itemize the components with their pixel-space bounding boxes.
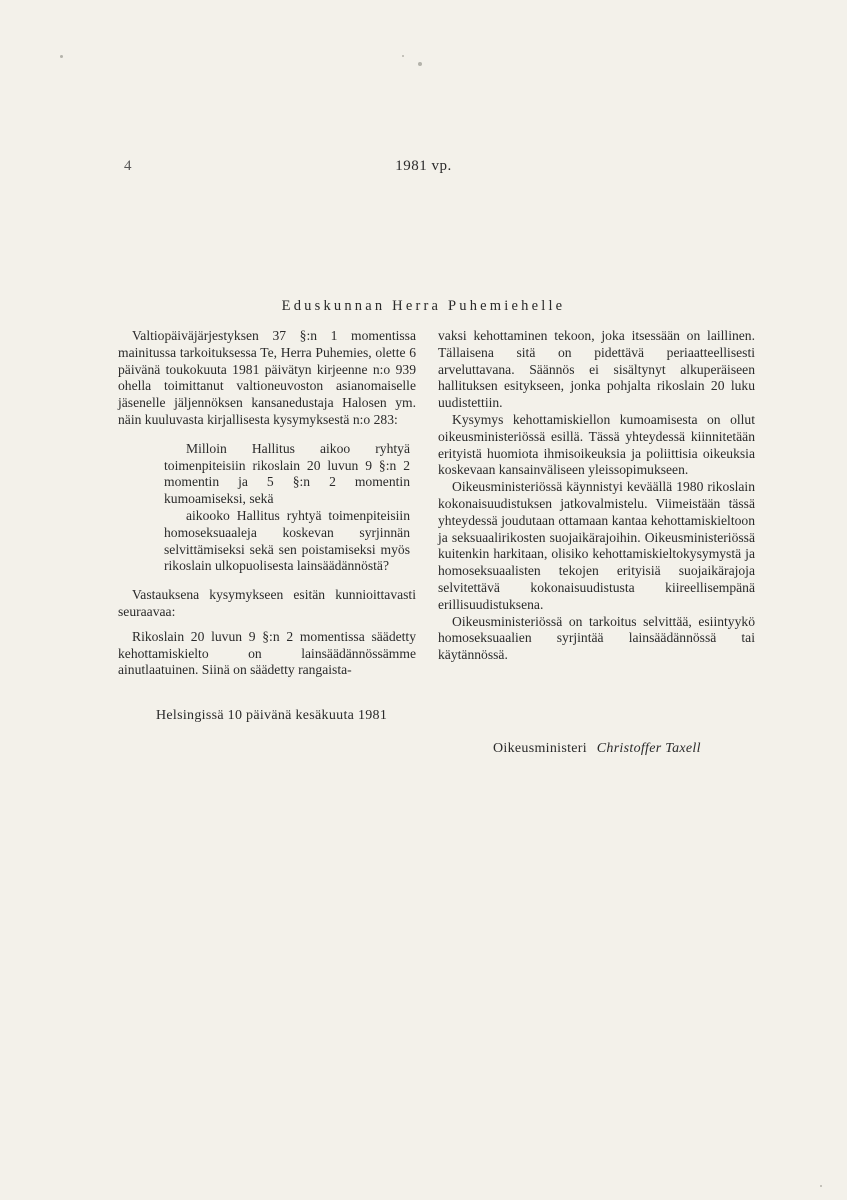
- session-heading: 1981 vp.: [395, 158, 452, 174]
- paper-speck: [60, 55, 63, 58]
- answer-paragraph-1: Rikoslain 20 luvun 9 §:n 2 momentissa säädetty kehottamiskielto on lainsäädännössämme ainutlaatuinen. Siinä on säädetty rangaista-: [118, 628, 416, 678]
- intro-paragraph: Valtiopäiväjärjestyksen 37 §:n 1 momentissa mainitussa tarkoituksessa Te, Herra Puhemies, olette 6 päivänä toukokuuta 1981 päivätyn kirjeenne n:o 939 ohella toimittanut valtioneuvoston asianomaiselle jäsenelle jäljennöksen kansanedustaja Halosen ym. näin kuuluvasta kirjallisesta kysymyksestä n:o 283:: [118, 328, 416, 427]
- answer-intro: Vastauksena kysymykseen esitän kunnioittavasti seuraavaa:: [118, 587, 416, 619]
- paper-speck: [418, 62, 422, 66]
- page-number: 4: [124, 158, 132, 174]
- answer-paragraph-2: Kysymys kehottamiskiellon kumoamisesta on ollut oikeusministeriössä esillä. Tässä yhteydessä kiinnitetään erityistä huomiota ihmisoikeuksia ja poliittisia oikeuksia koskevaan kansainväliseen yleissopimukseen.: [438, 411, 755, 478]
- question-part-1: Milloin Hallitus aikoo ryhtyä toimenpiteisiin rikoslain 20 luvun 9 §:n 2 momentin ja 5 §:n 2 momentin kumoamiseksi, sekä: [164, 440, 410, 507]
- answer-paragraph-4: Oikeusministeriössä on tarkoitus selvittää, esiintyykö homoseksuaalien syrjintää lainsäädännössä tai käytännössä.: [438, 613, 755, 663]
- left-column: [118, 328, 416, 679]
- addressee: Eduskunnan Herra Puhemiehelle: [281, 298, 566, 314]
- question-part-2: aikooko Hallitus ryhtyä toimenpiteisiin homoseksuaaleja koskevan syrjinnän selvittämiseksi sekä sen poistamiseksi myös rikoslain ulkopuolisesta lainsäädännöstä?: [164, 507, 410, 574]
- paper-speck: [820, 1185, 822, 1187]
- paper-speck: [402, 55, 404, 57]
- place-date: Helsingissä 10 päivänä kesäkuuta 1981: [156, 708, 388, 723]
- answer-continuation: vaksi kehottaminen tekoon, joka itsessään on laillinen. Tällaisena sitä on pidettävä periaatteellisesti arveluttavana. Säännös ei sisältynyt alkuperäiseen hallituksen esitykseen, jonka pohjalta rikoslain 20 luku uudistettiin.: [438, 328, 755, 411]
- signatory-name: Christoffer Taxell: [596, 741, 701, 756]
- right-column: [438, 328, 755, 664]
- signature: [493, 741, 701, 757]
- answer-paragraph-3: Oikeusministeriössä käynnistyi keväällä 1980 rikoslain kokonaisuudistuksen jatkovalmistelu. Viimeistään tässä yhteydessä joudutaan ottamaan kantaa kehottamiskieltoon ja seksuaalirikosten suojaikärajoihin. Oikeusministeriössä kuitenkin harkitaan, olisiko kehottamiskieltokysymystä ja homoseksuaalisten tekojen erityisiä suojaikärajoja selvitettävä kokonaisuudistusta kiireellisempänä erillisuudistuksena.: [438, 479, 755, 612]
- signatory-title: Oikeusministeri: [493, 741, 587, 756]
- question-quote: [118, 441, 416, 575]
